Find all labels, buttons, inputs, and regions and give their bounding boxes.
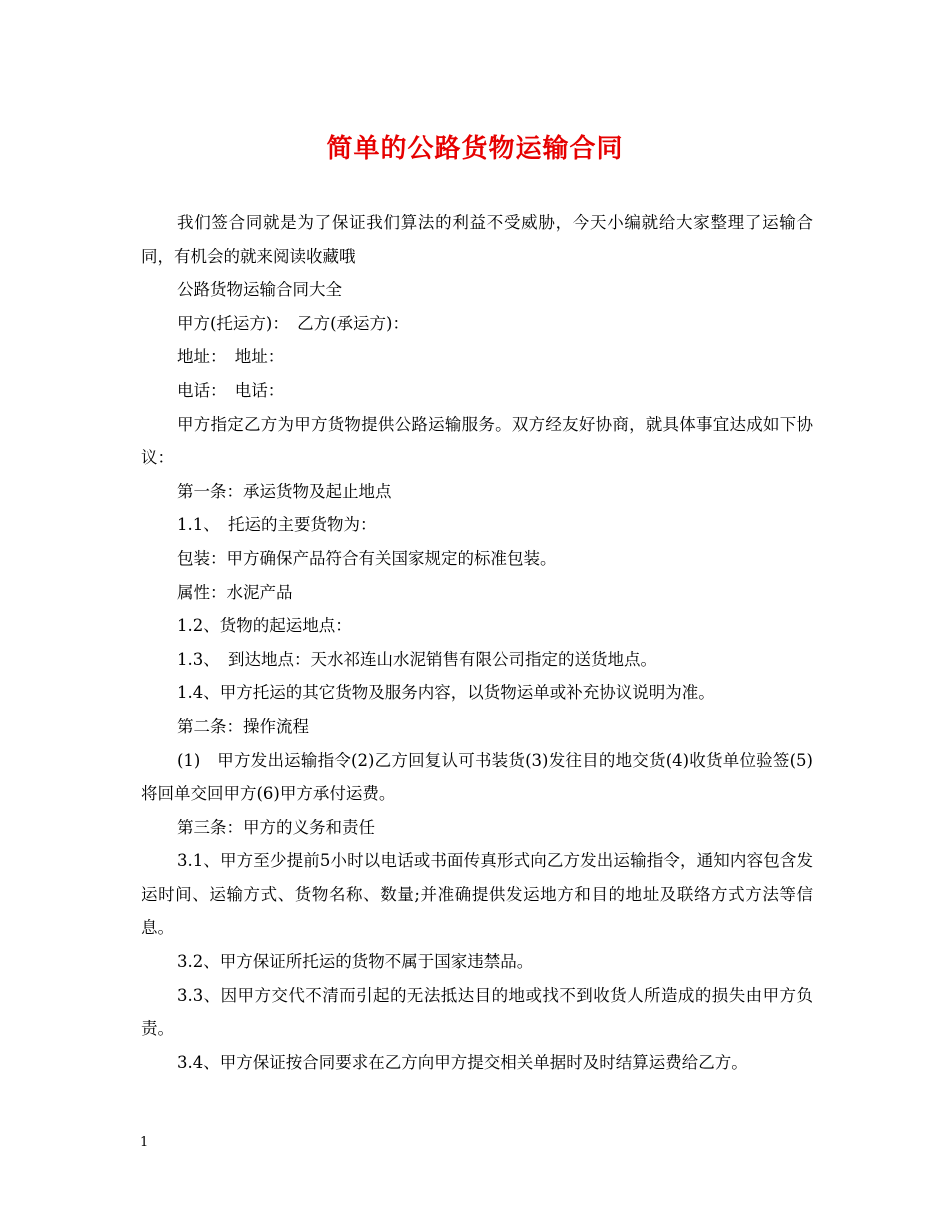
clause-3-3: 3.3、因甲方交代不清而引起的无法抵达目的地或找不到收货人所造成的损失由甲方负责。 bbox=[141, 985, 813, 1039]
clause-3-4: 3.4、甲方保证按合同要求在乙方向甲方提交相关单据时及时结算运费给乙方。 bbox=[177, 1052, 748, 1072]
clause-1-4: 1.4、甲方托运的其它货物及服务内容，以货物运单或补充协议说明为准。 bbox=[177, 683, 715, 703]
document-title: 简单的公路货物运输合同 bbox=[326, 134, 624, 164]
article-1-heading: 第一条：承运货物及起止地点 bbox=[177, 481, 392, 501]
agreement-paragraph: 甲方指定乙方为甲方货物提供公路运输服务。双方经友好协商，就具体事宜达成如下协议： bbox=[141, 414, 813, 468]
article-3-heading: 第三条：甲方的义务和责任 bbox=[177, 817, 375, 837]
intro-paragraph: 我们签合同就是为了保证我们算法的利益不受威胁，今天小编就给大家整理了运输合同，有机会的就来阅读收藏哦 bbox=[141, 213, 813, 266]
property-line: 属性：水泥产品 bbox=[177, 582, 293, 602]
process-paragraph: (1) 甲方发出运输指令(2)乙方回复认可书装货(3)发往目的地交货(4)收货单位验签(5)将回单交回甲方(6)甲方承付运费。 bbox=[141, 750, 813, 804]
clause-3-1: 3.1、甲方至少提前5小时以电话或书面传真形式向乙方发出运输指令，通知内容包含发运时间、运输方式、货物名称、数量;并准确提供发运地方和目的地址及联络方式方法等信息。 bbox=[141, 851, 813, 938]
parties-line: 甲方(托运方)： 乙方(承运方)： bbox=[177, 313, 409, 333]
page-number: 1 bbox=[140, 1135, 149, 1150]
address-line: 地址： 地址： bbox=[177, 347, 285, 367]
contract-heading: 公路货物运输合同大全 bbox=[177, 280, 342, 300]
clause-3-2: 3.2、甲方保证所托运的货物不属于国家违禁品。 bbox=[177, 952, 534, 972]
document-body bbox=[141, 206, 813, 1079]
clause-1-2: 1.2、货物的起运地点： bbox=[177, 616, 352, 636]
packaging-line: 包装：甲方确保产品符合有关国家规定的标准包装。 bbox=[177, 548, 557, 568]
clause-1-1: 1.1、 托运的主要货物为： bbox=[177, 515, 377, 535]
clause-1-3: 1.3、 到达地点：天水祁连山水泥销售有限公司指定的送货地点。 bbox=[177, 649, 657, 669]
phone-line: 电话： 电话： bbox=[177, 380, 285, 400]
article-2-heading: 第二条：操作流程 bbox=[177, 716, 309, 736]
